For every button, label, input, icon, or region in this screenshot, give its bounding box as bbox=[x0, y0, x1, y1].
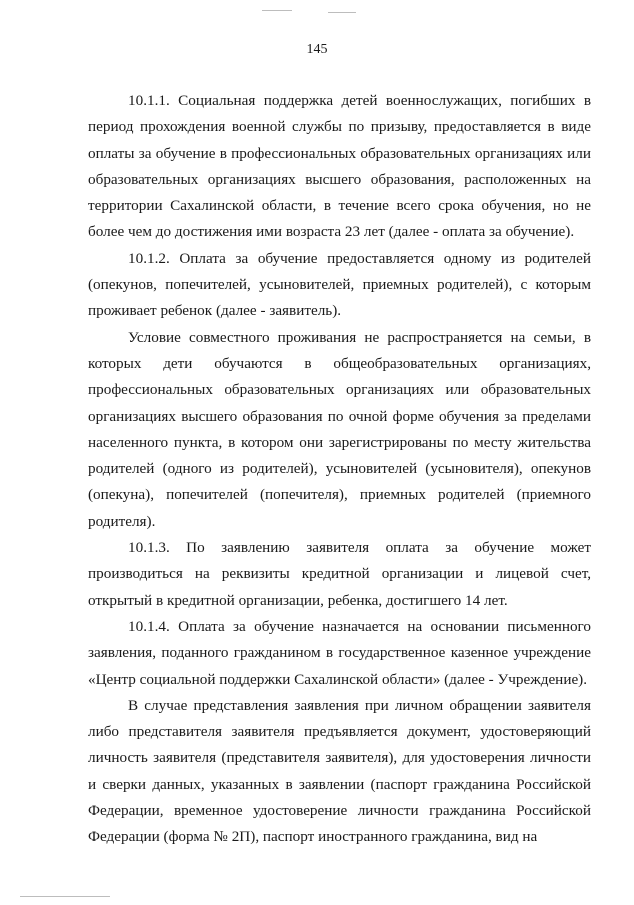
page-number: 145 bbox=[306, 42, 328, 57]
scan-artifact bbox=[328, 12, 356, 13]
paragraph: 10.1.4. Оплата за обучение назначается на основании письменного заявления, поданного гражданином в государственное казенное учреждение «Центр социальной поддержки Сахалинской области» (далее - Учреждение). bbox=[88, 617, 591, 688]
paragraph: Условие совместного проживания не распространяется на семьи, в которых дети обучаются в общеобразовательных организациях, профессиональных образовательных организациях или образовательных организациях высшего образования по очной форме обучения за пределами населенного пункта, в котором они зарегистрированы по месту жительства родителей (одного из родителей), усыновителей (усыновителя), опекунов (опекуна), попечителей (попечителя), приемных родителей (приемного родителя). bbox=[88, 328, 591, 530]
scan-artifact bbox=[262, 10, 292, 11]
paragraph: 10.1.1. Социальная поддержка детей военнослужащих, погибших в период прохождения военной службы по призыву, предоставляется в виде оплаты за обучение в профессиональных образовательных организациях или образовательных организациях высшего образования, расположенных на территории Сахалинской области, в течение всего срока обучения, но не более чем до достижения ими возраста 23 лет (далее - оплата за обучение). bbox=[88, 92, 591, 241]
body-text bbox=[88, 88, 591, 851]
paragraph: 10.1.2. Оплата за обучение предоставляется одному из родителей (опекунов, попечителей, усыновителей, приемных родителей), с которым проживает ребенок (далее - заявитель). bbox=[88, 249, 591, 320]
paragraph: В случае представления заявления при личном обращении заявителя либо представителя заявителя предъявляется документ, удостоверяющий личность заявителя (представителя заявителя), для удостоверения личности и сверки данных, указанных в заявлении (паспорт гражданина Российской Федерации, временное удостоверение личности гражданина Российской Федерации (форма № 2П), паспорт иностранного гражданина, вид на bbox=[88, 696, 591, 846]
paragraph: 10.1.3. По заявлению заявителя оплата за обучение может производиться на реквизиты кредитной организации и лицевой счет, открытый в кредитной организации, ребенка, достигшего 14 лет. bbox=[88, 539, 591, 609]
scan-artifact bbox=[20, 896, 110, 897]
